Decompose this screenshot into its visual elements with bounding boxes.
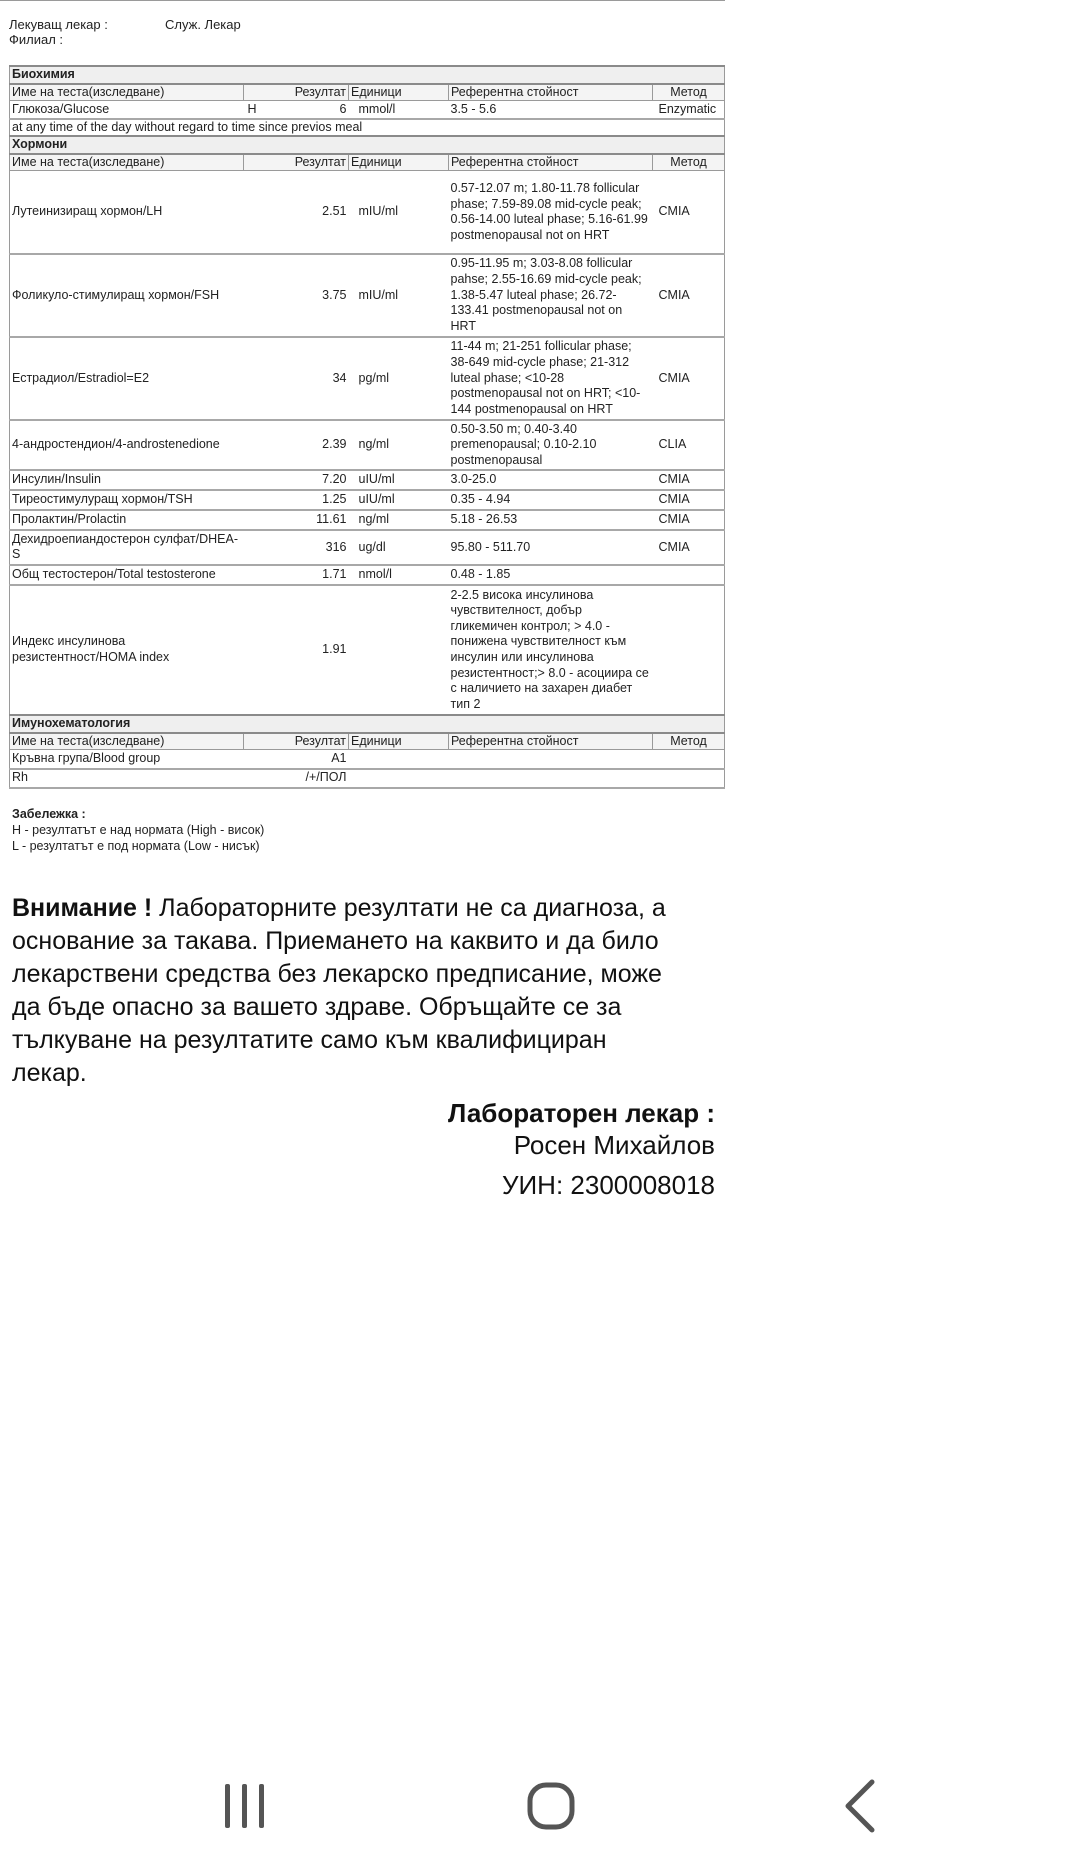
test-name: Rh — [10, 769, 244, 788]
test-name: Фоликуло-стимулиращ хормон/FSH — [10, 254, 244, 337]
column-header-row — [10, 154, 725, 171]
signature-uin: УИН: 2300008018 — [501, 1170, 715, 1200]
results-table — [9, 65, 725, 789]
col-units-header: Единици — [349, 733, 449, 750]
result-value: 1.91 — [322, 642, 347, 657]
table-row — [10, 585, 725, 715]
test-units: pg/ml — [349, 337, 449, 420]
section-biochem — [10, 66, 725, 84]
signature-title: Лабораторен лекар : — [447, 1098, 715, 1128]
test-result — [244, 101, 349, 119]
test-result: /+/ПОЛ — [244, 769, 349, 788]
legend-note — [12, 806, 264, 854]
table-row — [10, 750, 725, 769]
home-icon[interactable] — [506, 1778, 596, 1834]
table-row — [10, 171, 725, 254]
test-method: CMIA — [653, 254, 725, 337]
test-name: Тиреостимулуращ хормон/TSH — [10, 490, 244, 510]
test-method — [653, 769, 725, 788]
test-units: ug/dl — [349, 530, 449, 565]
test-result — [244, 254, 349, 337]
table-row — [10, 530, 725, 565]
section-immuno — [10, 715, 725, 733]
result-flag: H — [247, 101, 257, 116]
table-row — [10, 470, 725, 490]
test-units: mIU/ml — [349, 254, 449, 337]
test-name: Пролактин/Prolactin — [10, 510, 244, 530]
test-reference: 0.57-12.07 m; 1.80-11.78 follicular phase; 7.59-89.08 mid-cycle peak; 0.56-14.00 luteal phase; 5.16-61.99 postmenopausal not on HRT — [449, 171, 653, 254]
comment-row — [10, 119, 725, 137]
result-value: 11.61 — [316, 512, 347, 527]
col-result-header: Резултат — [244, 154, 349, 171]
note-low: L - резултатът е под нормата (Low - нисък) — [12, 839, 260, 853]
table-row — [10, 420, 725, 470]
result-value: 1.71 — [322, 567, 347, 582]
col-name-header: Име на теста(изследване) — [10, 154, 244, 171]
result-value: 2.39 — [322, 437, 347, 452]
recent-apps-icon[interactable] — [200, 1778, 290, 1834]
col-units-header: Единици — [349, 84, 449, 101]
column-header-row — [10, 84, 725, 101]
warning-paragraph — [12, 892, 672, 1090]
result-value: 6 — [339, 101, 347, 116]
test-units: uIU/ml — [349, 490, 449, 510]
test-name: Дехидроепиандостерон сулфат/DHEA-S — [10, 530, 244, 565]
test-name: Индекс инсулинова резистентност/HOMA index — [10, 585, 244, 715]
test-method: CMIA — [653, 337, 725, 420]
test-units: nmol/l — [349, 565, 449, 585]
col-method-header: Метод — [653, 733, 725, 750]
signature-name: Росен Михайлов — [513, 1130, 715, 1160]
test-result: A1 — [244, 750, 349, 769]
result-value: 3.75 — [322, 287, 347, 302]
result-value: 1.25 — [322, 492, 347, 507]
table-row — [10, 510, 725, 530]
test-name: Общ тестостерон/Total testosterone — [10, 565, 244, 585]
test-method — [653, 585, 725, 715]
test-result — [244, 565, 349, 585]
test-method — [653, 565, 725, 585]
top-divider — [0, 0, 725, 1]
test-result — [244, 490, 349, 510]
col-method-header: Метод — [653, 84, 725, 101]
col-result-header: Резултат — [244, 733, 349, 750]
col-method-header: Метод — [653, 154, 725, 171]
test-units: ng/ml — [349, 510, 449, 530]
table-row — [10, 565, 725, 585]
test-method: Enzymatic — [653, 101, 725, 119]
biochem-comment: at any time of the day without regard to time since previos meal — [10, 119, 725, 137]
test-reference: 2-2.5 висока инсулинова чувствителност, добър гликемичен контрол; > 4.0 - понижена чувствителност към инсулин или инсулинова резистентност;> 8.0 - асоциира се с наличието на захарен диабет тип 2 — [449, 585, 653, 715]
test-method: CLIA — [653, 420, 725, 470]
test-reference: 95.80 - 511.70 — [449, 530, 653, 565]
test-method: CMIA — [653, 470, 725, 490]
result-value: 34 — [332, 370, 347, 385]
section-hormones — [10, 136, 725, 154]
test-name: Кръвна група/Blood group — [10, 750, 244, 769]
col-units-header: Единици — [349, 154, 449, 171]
test-reference: 3.0-25.0 — [449, 470, 653, 490]
test-name: 4-андростендион/4-androstenedione — [10, 420, 244, 470]
test-units: ng/ml — [349, 420, 449, 470]
test-method: CMIA — [653, 171, 725, 254]
test-result — [244, 420, 349, 470]
test-reference: 11-44 m; 21-251 follicular phase; 38-649 mid-cycle phase; 21-312 luteal phase; <10-28 postmenopausal not on HRT; <10-144 postmenopausal on HRT — [449, 337, 653, 420]
test-reference: 0.35 - 4.94 — [449, 490, 653, 510]
test-reference: 0.95-11.95 m; 3.03-8.08 follicular pahse; 2.55-16.69 mid-cycle peak; 1.38-5.47 luteal phase; 26.72-133.41 postmenopausal not on HRT — [449, 254, 653, 337]
col-reference-header: Референтна стойност — [449, 733, 653, 750]
result-value: 7.20 — [322, 472, 347, 487]
test-reference — [449, 750, 653, 769]
table-row — [10, 101, 725, 119]
test-method — [653, 750, 725, 769]
test-method: CMIA — [653, 530, 725, 565]
note-high: H - резултатът е над нормата (High - висок) — [12, 823, 265, 837]
test-result — [244, 337, 349, 420]
back-icon[interactable] — [815, 1778, 905, 1834]
result-value: 2.51 — [322, 204, 347, 219]
column-header-row — [10, 733, 725, 750]
test-units: mmol/l — [349, 101, 449, 119]
test-result — [244, 530, 349, 565]
test-name: Инсулин/Insulin — [10, 470, 244, 490]
test-reference: 0.48 - 1.85 — [449, 565, 653, 585]
col-name-header: Име на теста(изследване) — [10, 84, 244, 101]
test-result — [244, 470, 349, 490]
test-result — [244, 585, 349, 715]
android-nav-bar — [0, 1760, 1080, 1852]
note-title: Забележка : — [12, 807, 86, 821]
test-units — [349, 585, 449, 715]
section-title: Биохимия — [10, 66, 725, 84]
section-title: Хормони — [10, 136, 725, 154]
result-value: 316 — [325, 539, 347, 554]
doctor-value: Служ. Лекар — [165, 17, 241, 32]
col-name-header: Име на теста(изследване) — [10, 733, 244, 750]
test-method: CMIA — [653, 510, 725, 530]
test-reference: 0.50-3.50 m; 0.40-3.40 premenopausal; 0.10-2.10 postmenopausal — [449, 420, 653, 470]
doctor-label: Лекуващ лекар : — [9, 17, 108, 32]
test-units — [349, 769, 449, 788]
test-units: uIU/ml — [349, 470, 449, 490]
test-reference: 3.5 - 5.6 — [449, 101, 653, 119]
test-name: Естрадиол/Estradiol=E2 — [10, 337, 244, 420]
section-title: Имунохематология — [10, 715, 725, 733]
table-row — [10, 769, 725, 788]
test-name: Лутеинизиращ хормон/LH — [10, 171, 244, 254]
test-reference — [449, 769, 653, 788]
test-result — [244, 510, 349, 530]
test-units — [349, 750, 449, 769]
test-result — [244, 171, 349, 254]
table-row — [10, 490, 725, 510]
test-name: Глюкоза/Glucose — [10, 101, 244, 119]
test-method: CMIA — [653, 490, 725, 510]
branch-label: Филиал : — [9, 32, 64, 47]
warning-text: Лабораторните резултати не са диагноза, а основание за такава. Приемането на каквито и да било лекарствени средства без лекарско предписание, може да бъде опасно за вашето здраве. Обръщайте се за тълкуване на резултатите само към квалифициран лекар. — [12, 894, 666, 1087]
col-result-header: Резултат — [244, 84, 349, 101]
warning-title: Внимание ! — [12, 894, 153, 922]
col-reference-header: Референтна стойност — [449, 84, 653, 101]
test-units: mIU/ml — [349, 171, 449, 254]
table-row — [10, 337, 725, 420]
test-reference: 5.18 - 26.53 — [449, 510, 653, 530]
table-row — [10, 254, 725, 337]
col-reference-header: Референтна стойност — [449, 154, 653, 171]
